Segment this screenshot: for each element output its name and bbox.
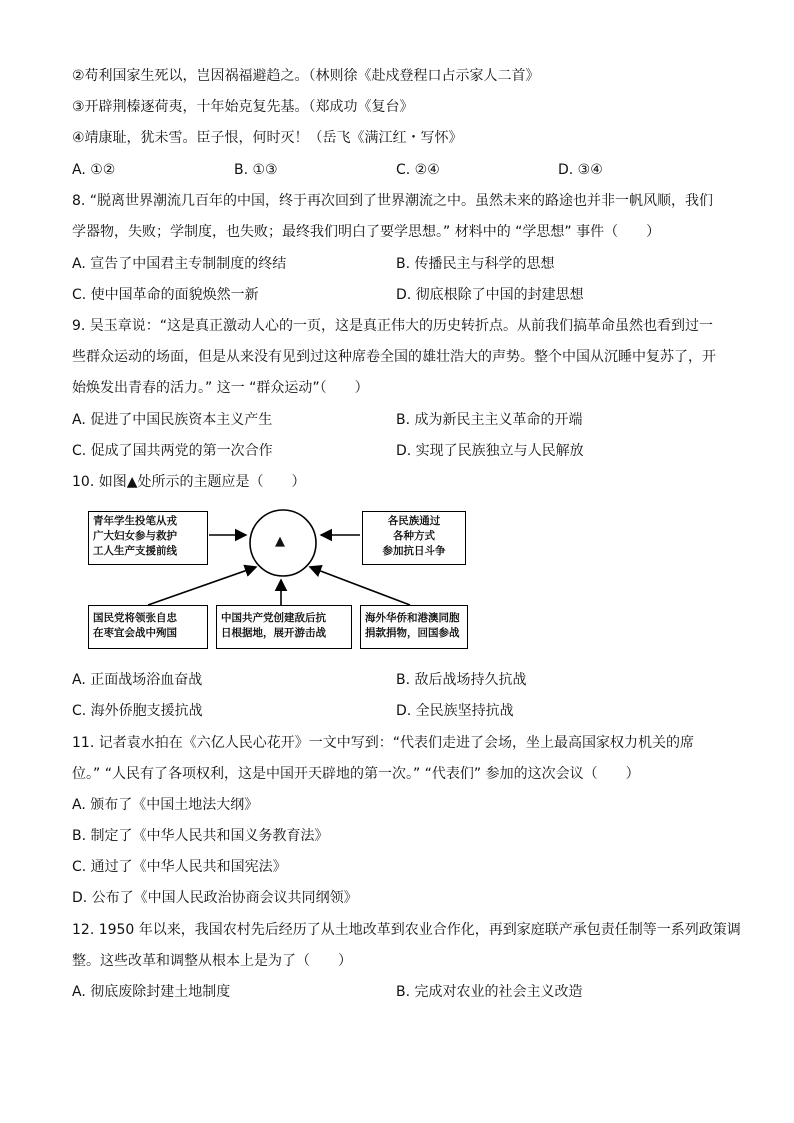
q9-option-d: D. 实现了民族独立与人民解放 (396, 443, 584, 459)
q11-option-b: B. 制定了《中华人民共和国义务教育法》 (72, 828, 329, 844)
q10-stem: 10. 如图▲处所示的主题应是（ ） (72, 474, 306, 490)
box-ccp-base-areas: 中国共产党创建敌后抗 日根据地，展开游击战 (216, 605, 352, 649)
q8-option-c: C. 使中国革命的面貌焕然一新 (72, 287, 259, 303)
box-youth-women-workers: 青年学生投笔从戎 广大妇女参与救护 工人生产支援前线 (88, 511, 208, 565)
q8-stem-line-2: 学器物，失败；学制度，也失败；最终我们明白了要学思想。” 材料中的 “学思想” 事件（ ） (72, 224, 661, 240)
q11-option-c: C. 通过了《中华人民共和国宪法》 (72, 859, 287, 875)
q11-option-a: A. 颁布了《中国土地法大纲》 (72, 797, 259, 813)
box-overseas-chinese: 海外华侨和港澳同胞 捐款捐物，回国参战 (360, 605, 468, 649)
q10-diagram (88, 505, 468, 660)
arrow-bottom-left (148, 567, 256, 605)
q8-option-b: B. 传播民主与科学的思想 (396, 256, 555, 272)
q8-stem-line-1: 8. “脱离世界潮流几百年的中国，终于再次回到了世界潮流之中。虽然未来的路途也并非一帆风顺，我们 (72, 193, 714, 209)
q7-option-a: A. ①② (72, 162, 116, 178)
q10-option-b: B. 敌后战场持久抗战 (396, 672, 527, 688)
q9-option-c: C. 促成了国共两党的第一次合作 (72, 443, 273, 459)
q8-option-d: D. 彻底根除了中国的封建思想 (396, 287, 584, 303)
poem-line-4: ④靖康耻，犹未雪。臣子恨，何时灭！（岳飞《满江红・写怀》 (72, 130, 463, 146)
q11-option-d: D. 公布了《中国人民政治协商会议共同纲领》 (72, 890, 358, 906)
q11-stem-line-2: 位。” “人民有了各项权利，这是中国开天辟地的第一次。” “代表们” 参加的这次会议（ ） (72, 766, 640, 782)
q9-stem-line-3: 始焕发出青春的活力。” 这一 “群众运动”（ ） (72, 380, 369, 396)
poem-line-2: ②苟利国家生死以，岂因祸福避趋之。（林则徐《赴戍登程口占示家人二首》 (72, 68, 540, 84)
q9-option-a: A. 促进了中国民族资本主义产生 (72, 412, 273, 428)
q10-option-c: C. 海外侨胞支援抗战 (72, 703, 203, 719)
q9-option-b: B. 成为新民主主义革命的开端 (396, 412, 583, 428)
q10-option-d: D. 全民族坚持抗战 (396, 703, 514, 719)
poem-line-3: ③开辟荆榛逐荷夷，十年始克复先基。（郑成功《复台》 (72, 99, 414, 115)
q12-option-a: A. 彻底废除封建土地制度 (72, 984, 231, 1000)
q8-option-a: A. 宣告了中国君主专制制度的终结 (72, 256, 287, 272)
center-triangle: ▲ (275, 534, 285, 549)
arrow-bottom-right (310, 567, 410, 605)
q7-option-d: D. ③④ (558, 162, 603, 178)
q10-option-a: A. 正面战场浴血奋战 (72, 672, 203, 688)
q12-stem-line-2: 整。这些改革和调整从根本上是为了（ ） (72, 953, 352, 969)
q12-option-b: B. 完成对农业的社会主义改造 (396, 984, 583, 1000)
q12-stem-line-1: 12. 1950 年以来，我国农村先后经历了从土地改革到农业合作化，再到家庭联产承包责任制等一系列政策调 (72, 922, 741, 938)
q7-option-b: B. ①③ (234, 162, 278, 178)
q11-stem-line-1: 11. 记者袁水拍在《六亿人民心花开》一文中写到：“代表们走进了会场，坐上最高国家权力机关的席 (72, 735, 694, 751)
box-ethnic-groups: 各民族通过 各种方式 参加抗日斗争 (362, 511, 466, 565)
q9-stem-line-1: 9. 吴玉章说：“这是真正激动人心的一页，这是真正伟大的历史转折点。从前我们搞革命虽然也看到过一 (72, 318, 714, 334)
box-kmt-general: 国民党将领张自忠 在枣宜会战中殉国 (88, 605, 208, 649)
q9-stem-line-2: 些群众运动的场面，但是从来没有见到过这种席卷全国的雄壮浩大的声势。整个中国从沉睡中复苏了，开 (72, 349, 716, 365)
q7-option-c: C. ②④ (396, 162, 440, 178)
